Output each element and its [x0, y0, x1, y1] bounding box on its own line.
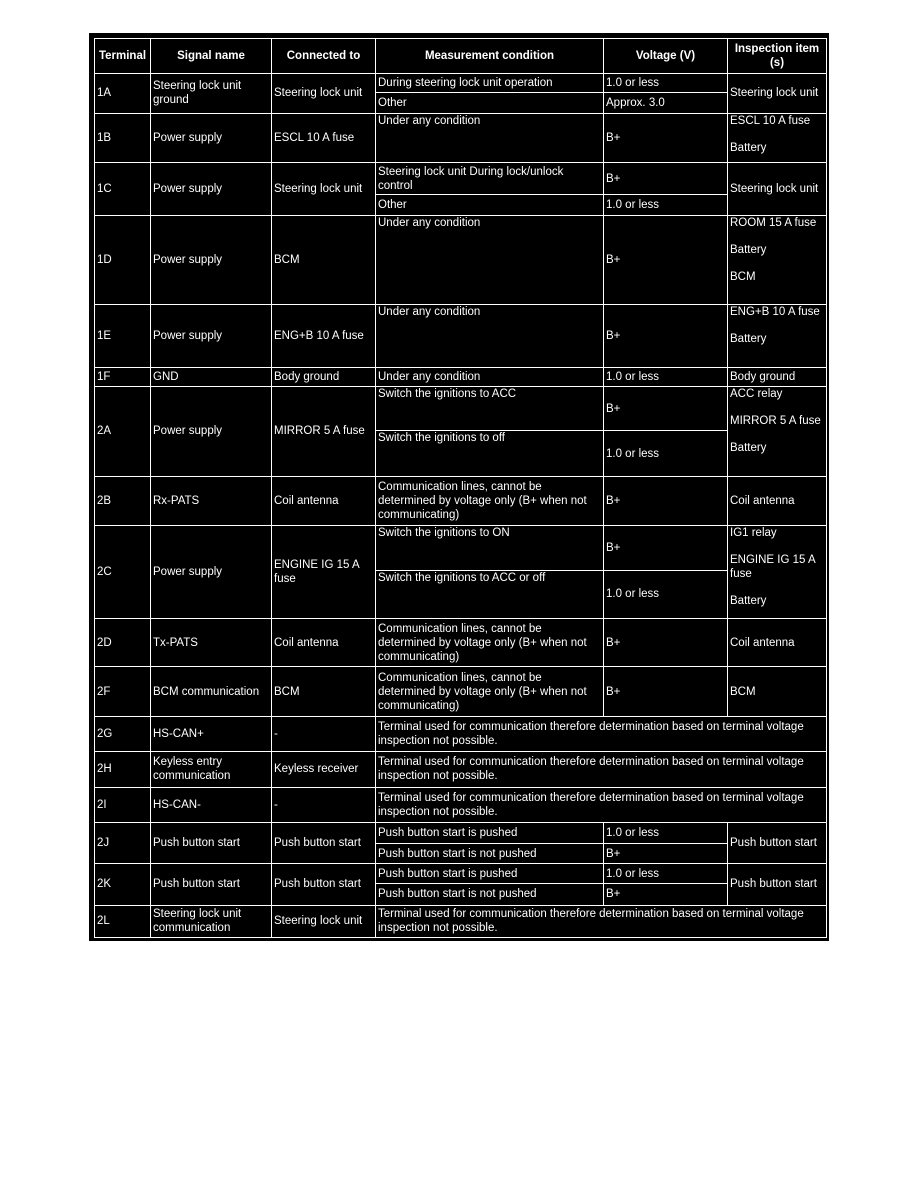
inspection-item: ENG+B 10 A fuse: [730, 306, 820, 319]
connected-cell: Steering lock unit: [272, 163, 376, 215]
signal-cell: Keyless entry communication: [151, 752, 272, 787]
voltage-cell: Approx. 3.0: [604, 93, 728, 113]
terminal-cell: 1F: [95, 367, 151, 386]
connected-cell: BCM: [272, 667, 376, 716]
condition-cell: Push button start is pushed: [376, 822, 604, 843]
terminal-cell: 2I: [95, 787, 151, 822]
condition-cell: Steering lock unit During lock/unlock control: [376, 163, 604, 195]
inspection-cell: [728, 215, 827, 305]
signal-cell: HS-CAN+: [151, 716, 272, 751]
condition-cell: Push button start is pushed: [376, 864, 604, 884]
table-row: [95, 752, 827, 787]
inspection-cell: BCM: [728, 667, 827, 716]
signal-cell: Push button start: [151, 864, 272, 905]
condition-cell: Under any condition: [376, 367, 604, 386]
inspection-item: ENGINE IG 15 A fuse: [730, 554, 816, 581]
connected-cell: Push button start: [272, 822, 376, 863]
signal-cell: Tx-PATS: [151, 619, 272, 667]
connected-cell: Steering lock unit: [272, 905, 376, 937]
voltage-cell: B+: [604, 163, 728, 195]
voltage-cell: B+: [604, 476, 728, 525]
voltage-cell: 1.0 or less: [604, 367, 728, 386]
terminal-inspection-table: [94, 38, 827, 938]
condition-cell: Communication lines, cannot be determined by voltage only (B+ when not communicating): [376, 476, 604, 525]
voltage-cell: 1.0 or less: [604, 195, 728, 215]
table-row: [95, 822, 827, 843]
note-cell: Terminal used for communication therefore determination based on terminal voltage inspection not possible.: [376, 716, 827, 751]
connected-cell: -: [272, 787, 376, 822]
inspection-cell: Coil antenna: [728, 476, 827, 525]
connected-cell: Coil antenna: [272, 476, 376, 525]
table-row: [95, 905, 827, 937]
voltage-cell: B+: [604, 884, 728, 905]
terminal-cell: 1B: [95, 113, 151, 162]
condition-cell: During steering lock unit operation: [376, 74, 604, 93]
condition-cell: Switch the ignitions to ON: [376, 526, 604, 570]
terminal-cell: 1A: [95, 74, 151, 113]
terminal-cell: 2L: [95, 905, 151, 937]
condition-cell: Under any condition: [376, 215, 604, 305]
signal-cell: Steering lock unit communication: [151, 905, 272, 937]
inspection-cell: Coil antenna: [728, 619, 827, 667]
condition-cell: Switch the ignitions to ACC or off: [376, 570, 604, 618]
condition-cell: Other: [376, 195, 604, 215]
table-row: [95, 476, 827, 525]
condition-cell: Under any condition: [376, 305, 604, 368]
inspection-cell: Steering lock unit: [728, 163, 827, 215]
document-frame: [89, 33, 829, 941]
inspection-cell: [728, 113, 827, 162]
terminal-cell: 2K: [95, 864, 151, 905]
table-row: [95, 526, 827, 570]
terminal-cell: 2H: [95, 752, 151, 787]
signal-cell: Rx-PATS: [151, 476, 272, 525]
connected-cell: Push button start: [272, 864, 376, 905]
connected-cell: ENGINE IG 15 A fuse: [272, 526, 376, 619]
connected-cell: BCM: [272, 215, 376, 305]
inspection-item: Battery: [730, 442, 767, 455]
header-connected-to: Connected to: [272, 39, 376, 74]
terminal-cell: 2C: [95, 526, 151, 619]
voltage-cell: B+: [604, 387, 728, 431]
table-row: [95, 387, 827, 431]
inspection-cell: [728, 526, 827, 619]
inspection-cell: [728, 305, 827, 368]
header-voltage: Voltage (V): [604, 39, 728, 74]
condition-cell: Switch the ignitions to ACC: [376, 387, 604, 431]
terminal-cell: 2J: [95, 822, 151, 863]
voltage-cell: B+: [604, 667, 728, 716]
table-row: [95, 787, 827, 822]
terminal-cell: 1C: [95, 163, 151, 215]
voltage-cell: B+: [604, 305, 728, 368]
table-row: [95, 367, 827, 386]
connected-cell: Body ground: [272, 367, 376, 386]
inspection-cell: Body ground: [728, 367, 827, 386]
inspection-item: Battery: [730, 243, 767, 256]
voltage-cell: B+: [604, 113, 728, 162]
condition-cell: Communication lines, cannot be determined by voltage only (B+ when not communicating): [376, 619, 604, 667]
inspection-item: ROOM 15 A fuse: [730, 216, 817, 229]
voltage-cell: 1.0 or less: [604, 431, 728, 476]
condition-cell: Under any condition: [376, 113, 604, 162]
inspection-item: Battery: [730, 595, 767, 608]
condition-cell: Switch the ignitions to off: [376, 431, 604, 476]
voltage-cell: 1.0 or less: [604, 864, 728, 884]
table-row: [95, 864, 827, 884]
signal-cell: Power supply: [151, 526, 272, 619]
signal-cell: Steering lock unit ground: [151, 74, 272, 113]
table-row: [95, 716, 827, 751]
note-cell: Terminal used for communication therefore determination based on terminal voltage inspection not possible.: [376, 787, 827, 822]
table-row: [95, 74, 827, 93]
connected-cell: ESCL 10 A fuse: [272, 113, 376, 162]
note-cell: Terminal used for communication therefore determination based on terminal voltage inspection not possible.: [376, 752, 827, 787]
connected-cell: Keyless receiver: [272, 752, 376, 787]
terminal-cell: 2D: [95, 619, 151, 667]
voltage-cell: B+: [604, 619, 728, 667]
signal-cell: GND: [151, 367, 272, 386]
table-row: [95, 163, 827, 195]
table-row: [95, 619, 827, 667]
signal-cell: Power supply: [151, 163, 272, 215]
inspection-item: IG1 relay: [730, 527, 777, 540]
signal-cell: Power supply: [151, 215, 272, 305]
header-signal-name: Signal name: [151, 39, 272, 74]
condition-cell: Other: [376, 93, 604, 113]
inspection-item: BCM: [730, 270, 756, 283]
inspection-cell: Push button start: [728, 822, 827, 863]
voltage-cell: 1.0 or less: [604, 74, 728, 93]
header-measurement-condition: Measurement condition: [376, 39, 604, 74]
table-row: [95, 215, 827, 305]
signal-cell: Push button start: [151, 822, 272, 863]
signal-cell: BCM communication: [151, 667, 272, 716]
table-row: [95, 113, 827, 162]
connected-cell: -: [272, 716, 376, 751]
connected-cell: Coil antenna: [272, 619, 376, 667]
voltage-cell: B+: [604, 215, 728, 305]
table-row: [95, 667, 827, 716]
voltage-cell: 1.0 or less: [604, 822, 728, 843]
inspection-item: MIRROR 5 A fuse: [730, 415, 821, 428]
signal-cell: Power supply: [151, 305, 272, 368]
terminal-cell: 1D: [95, 215, 151, 305]
voltage-cell: B+: [604, 526, 728, 570]
condition-cell: Communication lines, cannot be determined by voltage only (B+ when not communicating): [376, 667, 604, 716]
connected-cell: MIRROR 5 A fuse: [272, 387, 376, 477]
header-row: [95, 39, 827, 74]
signal-cell: Power supply: [151, 113, 272, 162]
inspection-cell: Steering lock unit: [728, 74, 827, 113]
table-row: [95, 305, 827, 368]
terminal-cell: 2G: [95, 716, 151, 751]
terminal-cell: 2B: [95, 476, 151, 525]
voltage-cell: B+: [604, 844, 728, 864]
inspection-item: Battery: [730, 333, 767, 346]
connected-cell: ENG+B 10 A fuse: [272, 305, 376, 368]
inspection-item: ESCL 10 A fuse: [730, 114, 811, 127]
inspection-cell: [728, 387, 827, 477]
signal-cell: Power supply: [151, 387, 272, 477]
connected-cell: Steering lock unit: [272, 74, 376, 113]
header-inspection-item: Inspection item (s): [728, 39, 827, 74]
note-cell: Terminal used for communication therefore determination based on terminal voltage inspection not possible.: [376, 905, 827, 937]
condition-cell: Push button start is not pushed: [376, 844, 604, 864]
inspection-item: Battery: [730, 141, 767, 154]
voltage-cell: 1.0 or less: [604, 570, 728, 618]
terminal-cell: 2F: [95, 667, 151, 716]
terminal-cell: 1E: [95, 305, 151, 368]
inspection-item: ACC relay: [730, 388, 783, 401]
header-terminal: Terminal: [95, 39, 151, 74]
signal-cell: HS-CAN-: [151, 787, 272, 822]
condition-cell: Push button start is not pushed: [376, 884, 604, 905]
terminal-cell: 2A: [95, 387, 151, 477]
inspection-cell: Push button start: [728, 864, 827, 905]
